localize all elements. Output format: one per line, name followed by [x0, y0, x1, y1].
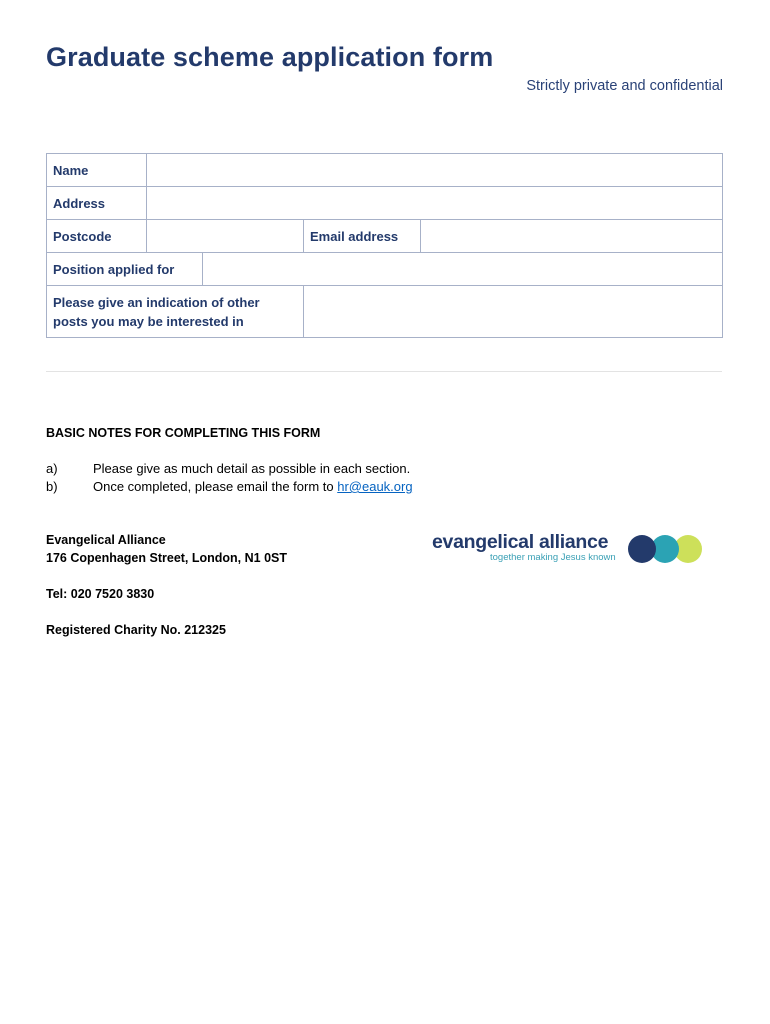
name-label: Name	[47, 154, 147, 187]
position-input[interactable]	[209, 253, 716, 285]
confidentiality-note: Strictly private and confidential	[526, 78, 723, 94]
list-marker: a)	[46, 461, 58, 476]
section-divider	[46, 371, 722, 372]
list-marker: b)	[46, 479, 58, 494]
postcode-input[interactable]	[153, 220, 297, 252]
other-posts-label: Please give an indication of other posts you may be interested in	[47, 286, 304, 338]
telephone: Tel: 020 7520 3830	[46, 587, 155, 601]
hr-email-link[interactable]: hr@eauk.org	[337, 479, 413, 494]
email-field-cell[interactable]	[421, 220, 723, 253]
other-posts-input[interactable]	[310, 286, 716, 337]
logo-tagline: together making Jesus known	[490, 552, 616, 563]
other-posts-field-cell[interactable]	[304, 286, 723, 338]
postcode-field-cell[interactable]	[147, 220, 304, 253]
notes-heading: BASIC NOTES FOR COMPLETING THIS FORM	[46, 426, 321, 440]
street-address: 176 Copenhagen Street, London, N1 0ST	[46, 551, 288, 565]
organisation-name: Evangelical Alliance	[46, 533, 166, 547]
email-label: Email address	[304, 220, 421, 253]
page-title: Graduate scheme application form	[46, 42, 494, 72]
note-text: Once completed, please email the form to	[93, 479, 338, 494]
position-field-cell[interactable]	[203, 253, 723, 286]
notes-list	[46, 460, 706, 496]
name-field-cell[interactable]	[147, 154, 723, 187]
contact-address	[46, 531, 287, 567]
evangelical-alliance-logo	[432, 531, 708, 569]
address-label: Address	[47, 187, 147, 220]
postcode-label: Postcode	[47, 220, 147, 253]
position-label: Position applied for	[47, 253, 203, 286]
logo-circles-icon	[625, 533, 705, 565]
logo-wordmark: evangelical alliance	[432, 531, 609, 553]
address-input[interactable]	[153, 187, 716, 219]
email-input[interactable]	[427, 220, 716, 252]
address-field-cell[interactable]	[147, 187, 723, 220]
applicant-details-table	[46, 153, 723, 338]
list-item	[46, 478, 706, 496]
note-text: Please give as much detail as possible in each section.	[93, 461, 411, 476]
list-item	[46, 460, 706, 478]
charity-number: Registered Charity No. 212325	[46, 623, 226, 637]
name-input[interactable]	[153, 154, 716, 186]
